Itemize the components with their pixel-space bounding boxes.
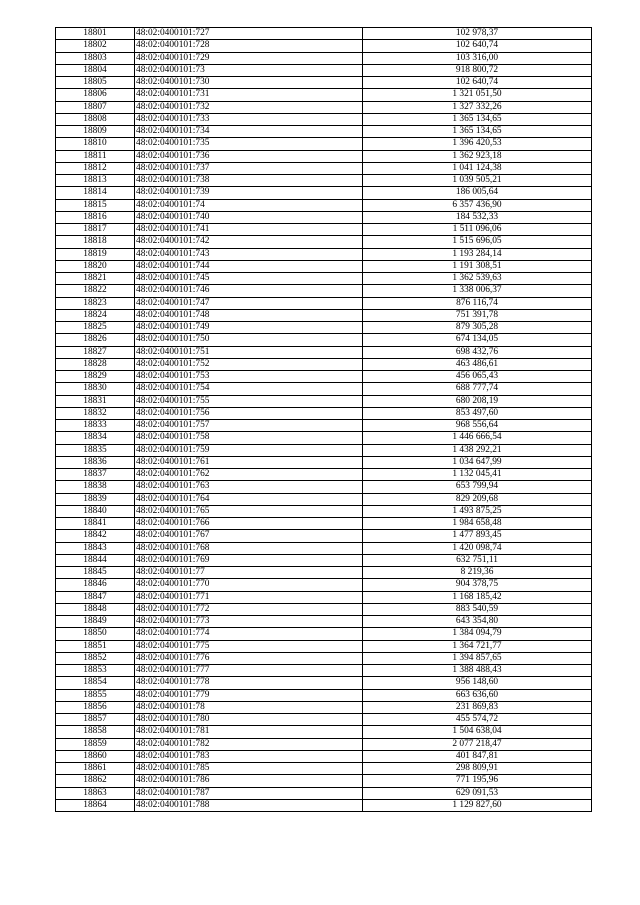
table-row xyxy=(56,481,592,493)
row-number-cell: 18848 xyxy=(56,603,135,615)
table-row xyxy=(56,322,592,334)
table-body xyxy=(56,28,592,812)
table-row xyxy=(56,248,592,260)
table-row xyxy=(56,150,592,162)
cadastral-number-cell: 48:02:0400101:765 xyxy=(135,505,363,517)
table-row xyxy=(56,493,592,505)
cadastral-number-cell: 48:02:0400101:785 xyxy=(135,763,363,775)
cadastral-number-cell: 48:02:0400101:78 xyxy=(135,701,363,713)
row-number-cell: 18809 xyxy=(56,126,135,138)
row-number-cell: 18843 xyxy=(56,542,135,554)
table-row xyxy=(56,260,592,272)
cadastral-number-cell: 48:02:0400101:744 xyxy=(135,260,363,272)
cadastral-value-cell: 879 305,28 xyxy=(363,322,592,334)
cadastral-number-cell: 48:02:0400101:738 xyxy=(135,175,363,187)
table-row xyxy=(56,175,592,187)
cadastral-value-cell: 1 493 875,25 xyxy=(363,505,592,517)
table-row xyxy=(56,469,592,481)
row-number-cell: 18853 xyxy=(56,665,135,677)
cadastral-value-cell: 2 077 218,47 xyxy=(363,738,592,750)
cadastral-number-cell: 48:02:0400101:727 xyxy=(135,28,363,40)
cadastral-number-cell: 48:02:0400101:769 xyxy=(135,554,363,566)
cadastral-value-cell: 629 091,53 xyxy=(363,787,592,799)
cadastral-value-cell: 231 869,83 xyxy=(363,701,592,713)
cadastral-number-cell: 48:02:0400101:783 xyxy=(135,750,363,762)
table-row xyxy=(56,101,592,113)
cadastral-number-cell: 48:02:0400101:766 xyxy=(135,518,363,530)
cadastral-value-cell: 1 515 696,05 xyxy=(363,236,592,248)
cadastral-value-cell: 688 777,74 xyxy=(363,383,592,395)
table-row xyxy=(56,530,592,542)
table-row xyxy=(56,763,592,775)
row-number-cell: 18806 xyxy=(56,89,135,101)
table-row xyxy=(56,505,592,517)
cadastral-value-cell: 1 041 124,38 xyxy=(363,162,592,174)
row-number-cell: 18860 xyxy=(56,750,135,762)
table-row xyxy=(56,750,592,762)
cadastral-number-cell: 48:02:0400101:734 xyxy=(135,126,363,138)
row-number-cell: 18811 xyxy=(56,150,135,162)
cadastral-value-cell: 1 984 658,48 xyxy=(363,518,592,530)
table-row xyxy=(56,701,592,713)
cadastral-value-cell: 1 511 096,06 xyxy=(363,224,592,236)
table-row xyxy=(56,199,592,211)
cadastral-number-cell: 48:02:0400101:735 xyxy=(135,138,363,150)
cadastral-value-table xyxy=(55,27,592,812)
row-number-cell: 18852 xyxy=(56,652,135,664)
cadastral-value-cell: 663 636,60 xyxy=(363,689,592,701)
row-number-cell: 18834 xyxy=(56,432,135,444)
row-number-cell: 18817 xyxy=(56,224,135,236)
cadastral-number-cell: 48:02:0400101:775 xyxy=(135,640,363,652)
row-number-cell: 18810 xyxy=(56,138,135,150)
cadastral-value-cell: 401 847,81 xyxy=(363,750,592,762)
table-row xyxy=(56,224,592,236)
row-number-cell: 18813 xyxy=(56,175,135,187)
table-row xyxy=(56,40,592,52)
row-number-cell: 18864 xyxy=(56,799,135,811)
table-row xyxy=(56,542,592,554)
cadastral-value-cell: 184 532,33 xyxy=(363,211,592,223)
cadastral-value-cell: 1 362 923,18 xyxy=(363,150,592,162)
cadastral-number-cell: 48:02:0400101:751 xyxy=(135,346,363,358)
cadastral-value-cell: 1 384 094,79 xyxy=(363,628,592,640)
cadastral-number-cell: 48:02:0400101:736 xyxy=(135,150,363,162)
row-number-cell: 18836 xyxy=(56,456,135,468)
cadastral-value-cell: 632 751,11 xyxy=(363,554,592,566)
cadastral-number-cell: 48:02:0400101:748 xyxy=(135,309,363,321)
cadastral-value-cell: 1 396 420,53 xyxy=(363,138,592,150)
cadastral-value-cell: 643 354,80 xyxy=(363,616,592,628)
table-row xyxy=(56,738,592,750)
table-row xyxy=(56,162,592,174)
table-row xyxy=(56,775,592,787)
cadastral-number-cell: 48:02:0400101:753 xyxy=(135,371,363,383)
row-number-cell: 18861 xyxy=(56,763,135,775)
cadastral-number-cell: 48:02:0400101:731 xyxy=(135,89,363,101)
table-row xyxy=(56,187,592,199)
cadastral-value-cell: 904 378,75 xyxy=(363,579,592,591)
row-number-cell: 18856 xyxy=(56,701,135,713)
cadastral-number-cell: 48:02:0400101:782 xyxy=(135,738,363,750)
table-row xyxy=(56,591,592,603)
cadastral-value-cell: 771 195,96 xyxy=(363,775,592,787)
row-number-cell: 18851 xyxy=(56,640,135,652)
row-number-cell: 18857 xyxy=(56,714,135,726)
cadastral-number-cell: 48:02:0400101:737 xyxy=(135,162,363,174)
cadastral-number-cell: 48:02:0400101:77 xyxy=(135,567,363,579)
cadastral-value-cell: 968 556,64 xyxy=(363,420,592,432)
cadastral-number-cell: 48:02:0400101:778 xyxy=(135,677,363,689)
cadastral-value-cell: 1 321 051,50 xyxy=(363,89,592,101)
cadastral-value-cell: 103 316,00 xyxy=(363,52,592,64)
row-number-cell: 18820 xyxy=(56,260,135,272)
cadastral-number-cell: 48:02:0400101:768 xyxy=(135,542,363,554)
cadastral-value-cell: 876 116,74 xyxy=(363,297,592,309)
row-number-cell: 18808 xyxy=(56,113,135,125)
table-row xyxy=(56,64,592,76)
cadastral-value-cell: 1 388 488,43 xyxy=(363,665,592,677)
row-number-cell: 18821 xyxy=(56,273,135,285)
row-number-cell: 18849 xyxy=(56,616,135,628)
cadastral-number-cell: 48:02:0400101:771 xyxy=(135,591,363,603)
cadastral-value-cell: 1 338 006,37 xyxy=(363,285,592,297)
cadastral-number-cell: 48:02:0400101:787 xyxy=(135,787,363,799)
row-number-cell: 18818 xyxy=(56,236,135,248)
row-number-cell: 18847 xyxy=(56,591,135,603)
table-row xyxy=(56,787,592,799)
cadastral-number-cell: 48:02:0400101:745 xyxy=(135,273,363,285)
table-row xyxy=(56,285,592,297)
table-row xyxy=(56,309,592,321)
cadastral-value-cell: 853 497,60 xyxy=(363,407,592,419)
table-row xyxy=(56,652,592,664)
cadastral-value-cell: 1 327 332,26 xyxy=(363,101,592,113)
row-number-cell: 18832 xyxy=(56,407,135,419)
cadastral-value-cell: 829 209,68 xyxy=(363,493,592,505)
cadastral-value-cell: 1 191 308,51 xyxy=(363,260,592,272)
cadastral-number-cell: 48:02:0400101:740 xyxy=(135,211,363,223)
table-row xyxy=(56,77,592,89)
table-row xyxy=(56,407,592,419)
cadastral-number-cell: 48:02:0400101:770 xyxy=(135,579,363,591)
cadastral-number-cell: 48:02:0400101:773 xyxy=(135,616,363,628)
table-row xyxy=(56,518,592,530)
cadastral-value-cell: 1 168 185,42 xyxy=(363,591,592,603)
cadastral-number-cell: 48:02:0400101:73 xyxy=(135,64,363,76)
row-number-cell: 18837 xyxy=(56,469,135,481)
row-number-cell: 18805 xyxy=(56,77,135,89)
row-number-cell: 18812 xyxy=(56,162,135,174)
cadastral-value-cell: 1 365 134,65 xyxy=(363,126,592,138)
cadastral-value-cell: 1 446 666,54 xyxy=(363,432,592,444)
cadastral-value-cell: 1 477 893,45 xyxy=(363,530,592,542)
cadastral-value-cell: 102 978,37 xyxy=(363,28,592,40)
cadastral-number-cell: 48:02:0400101:781 xyxy=(135,726,363,738)
row-number-cell: 18801 xyxy=(56,28,135,40)
cadastral-number-cell: 48:02:0400101:776 xyxy=(135,652,363,664)
cadastral-number-cell: 48:02:0400101:733 xyxy=(135,113,363,125)
row-number-cell: 18819 xyxy=(56,248,135,260)
table-row xyxy=(56,603,592,615)
cadastral-value-cell: 456 065,43 xyxy=(363,371,592,383)
cadastral-number-cell: 48:02:0400101:742 xyxy=(135,236,363,248)
table-row xyxy=(56,297,592,309)
cadastral-number-cell: 48:02:0400101:755 xyxy=(135,395,363,407)
row-number-cell: 18815 xyxy=(56,199,135,211)
row-number-cell: 18822 xyxy=(56,285,135,297)
cadastral-number-cell: 48:02:0400101:746 xyxy=(135,285,363,297)
table-row xyxy=(56,89,592,101)
table-row xyxy=(56,138,592,150)
table-row xyxy=(56,358,592,370)
cadastral-number-cell: 48:02:0400101:767 xyxy=(135,530,363,542)
row-number-cell: 18823 xyxy=(56,297,135,309)
cadastral-number-cell: 48:02:0400101:728 xyxy=(135,40,363,52)
table-row xyxy=(56,346,592,358)
cadastral-value-cell: 1 438 292,21 xyxy=(363,444,592,456)
row-number-cell: 18827 xyxy=(56,346,135,358)
cadastral-number-cell: 48:02:0400101:732 xyxy=(135,101,363,113)
cadastral-value-cell: 298 809,91 xyxy=(363,763,592,775)
cadastral-value-cell: 455 574,72 xyxy=(363,714,592,726)
cadastral-number-cell: 48:02:0400101:756 xyxy=(135,407,363,419)
cadastral-number-cell: 48:02:0400101:764 xyxy=(135,493,363,505)
cadastral-value-cell: 1 129 827,60 xyxy=(363,799,592,811)
cadastral-number-cell: 48:02:0400101:754 xyxy=(135,383,363,395)
cadastral-value-cell: 1 420 098,74 xyxy=(363,542,592,554)
table-row xyxy=(56,52,592,64)
table-row xyxy=(56,726,592,738)
row-number-cell: 18833 xyxy=(56,420,135,432)
cadastral-number-cell: 48:02:0400101:752 xyxy=(135,358,363,370)
row-number-cell: 18841 xyxy=(56,518,135,530)
row-number-cell: 18825 xyxy=(56,322,135,334)
table-row xyxy=(56,236,592,248)
table-row xyxy=(56,640,592,652)
cadastral-number-cell: 48:02:0400101:779 xyxy=(135,689,363,701)
row-number-cell: 18828 xyxy=(56,358,135,370)
cadastral-number-cell: 48:02:0400101:757 xyxy=(135,420,363,432)
cadastral-number-cell: 48:02:0400101:761 xyxy=(135,456,363,468)
cadastral-number-cell: 48:02:0400101:749 xyxy=(135,322,363,334)
cadastral-value-cell: 1 034 647,99 xyxy=(363,456,592,468)
cadastral-value-cell: 8 219,36 xyxy=(363,567,592,579)
row-number-cell: 18826 xyxy=(56,334,135,346)
cadastral-number-cell: 48:02:0400101:774 xyxy=(135,628,363,640)
row-number-cell: 18803 xyxy=(56,52,135,64)
cadastral-number-cell: 48:02:0400101:759 xyxy=(135,444,363,456)
table-row xyxy=(56,567,592,579)
cadastral-value-cell: 1 504 638,04 xyxy=(363,726,592,738)
cadastral-value-cell: 680 208,19 xyxy=(363,395,592,407)
cadastral-number-cell: 48:02:0400101:772 xyxy=(135,603,363,615)
cadastral-number-cell: 48:02:0400101:730 xyxy=(135,77,363,89)
cadastral-value-cell: 1 365 134,65 xyxy=(363,113,592,125)
cadastral-value-cell: 1 394 857,65 xyxy=(363,652,592,664)
table-row xyxy=(56,714,592,726)
table-row xyxy=(56,395,592,407)
row-number-cell: 18829 xyxy=(56,371,135,383)
cadastral-number-cell: 48:02:0400101:788 xyxy=(135,799,363,811)
table-row xyxy=(56,665,592,677)
cadastral-number-cell: 48:02:0400101:74 xyxy=(135,199,363,211)
table-row xyxy=(56,28,592,40)
table-row xyxy=(56,383,592,395)
table-row xyxy=(56,211,592,223)
row-number-cell: 18838 xyxy=(56,481,135,493)
table-row xyxy=(56,799,592,811)
row-number-cell: 18831 xyxy=(56,395,135,407)
cadastral-value-cell: 653 799,94 xyxy=(363,481,592,493)
cadastral-number-cell: 48:02:0400101:762 xyxy=(135,469,363,481)
row-number-cell: 18804 xyxy=(56,64,135,76)
cadastral-value-cell: 186 005,64 xyxy=(363,187,592,199)
row-number-cell: 18845 xyxy=(56,567,135,579)
row-number-cell: 18844 xyxy=(56,554,135,566)
row-number-cell: 18839 xyxy=(56,493,135,505)
row-number-cell: 18824 xyxy=(56,309,135,321)
cadastral-number-cell: 48:02:0400101:763 xyxy=(135,481,363,493)
table-row xyxy=(56,432,592,444)
cadastral-value-cell: 674 134,05 xyxy=(363,334,592,346)
table-row xyxy=(56,677,592,689)
cadastral-value-cell: 1 193 284,14 xyxy=(363,248,592,260)
table-row xyxy=(56,334,592,346)
row-number-cell: 18862 xyxy=(56,775,135,787)
table-row xyxy=(56,689,592,701)
table-row xyxy=(56,628,592,640)
cadastral-value-cell: 1 039 505,21 xyxy=(363,175,592,187)
row-number-cell: 18863 xyxy=(56,787,135,799)
table-row xyxy=(56,579,592,591)
cadastral-number-cell: 48:02:0400101:750 xyxy=(135,334,363,346)
cadastral-number-cell: 48:02:0400101:780 xyxy=(135,714,363,726)
table-row xyxy=(56,456,592,468)
cadastral-value-cell: 751 391,78 xyxy=(363,309,592,321)
row-number-cell: 18846 xyxy=(56,579,135,591)
cadastral-value-cell: 463 486,61 xyxy=(363,358,592,370)
row-number-cell: 18859 xyxy=(56,738,135,750)
row-number-cell: 18858 xyxy=(56,726,135,738)
table-row xyxy=(56,444,592,456)
table-row xyxy=(56,371,592,383)
row-number-cell: 18855 xyxy=(56,689,135,701)
row-number-cell: 18842 xyxy=(56,530,135,542)
row-number-cell: 18807 xyxy=(56,101,135,113)
cadastral-value-cell: 6 357 436,90 xyxy=(363,199,592,211)
cadastral-number-cell: 48:02:0400101:777 xyxy=(135,665,363,677)
cadastral-value-cell: 918 800,72 xyxy=(363,64,592,76)
cadastral-number-cell: 48:02:0400101:729 xyxy=(135,52,363,64)
table-row xyxy=(56,126,592,138)
cadastral-value-cell: 956 148,60 xyxy=(363,677,592,689)
table-row xyxy=(56,113,592,125)
cadastral-value-cell: 883 540,59 xyxy=(363,603,592,615)
row-number-cell: 18854 xyxy=(56,677,135,689)
row-number-cell: 18816 xyxy=(56,211,135,223)
row-number-cell: 18830 xyxy=(56,383,135,395)
cadastral-value-cell: 1 132 045,41 xyxy=(363,469,592,481)
cadastral-number-cell: 48:02:0400101:741 xyxy=(135,224,363,236)
cadastral-number-cell: 48:02:0400101:747 xyxy=(135,297,363,309)
row-number-cell: 18814 xyxy=(56,187,135,199)
cadastral-value-cell: 102 640,74 xyxy=(363,77,592,89)
row-number-cell: 18840 xyxy=(56,505,135,517)
table-row xyxy=(56,616,592,628)
cadastral-number-cell: 48:02:0400101:739 xyxy=(135,187,363,199)
cadastral-value-cell: 698 432,76 xyxy=(363,346,592,358)
table-row xyxy=(56,273,592,285)
cadastral-value-cell: 102 640,74 xyxy=(363,40,592,52)
table-row xyxy=(56,554,592,566)
cadastral-value-cell: 1 364 721,77 xyxy=(363,640,592,652)
cadastral-value-cell: 1 362 539,63 xyxy=(363,273,592,285)
row-number-cell: 18835 xyxy=(56,444,135,456)
cadastral-number-cell: 48:02:0400101:743 xyxy=(135,248,363,260)
row-number-cell: 18850 xyxy=(56,628,135,640)
cadastral-number-cell: 48:02:0400101:786 xyxy=(135,775,363,787)
table-row xyxy=(56,420,592,432)
row-number-cell: 18802 xyxy=(56,40,135,52)
cadastral-number-cell: 48:02:0400101:758 xyxy=(135,432,363,444)
